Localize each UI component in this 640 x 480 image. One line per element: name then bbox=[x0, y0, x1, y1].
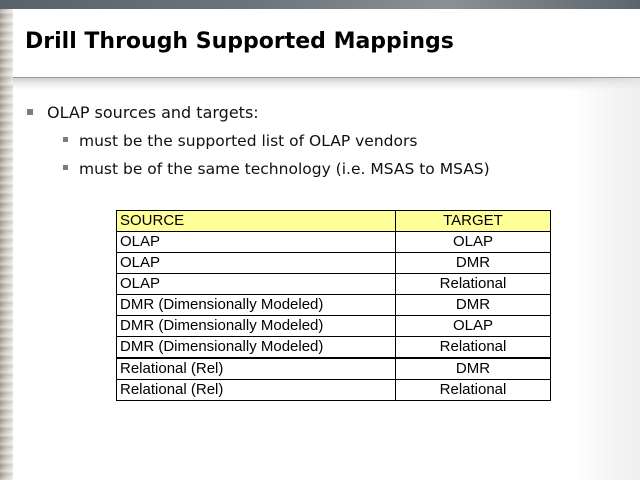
table-row bbox=[117, 358, 551, 380]
cell-source: DMR (Dimensionally Modeled) bbox=[117, 316, 396, 337]
cell-target: Relational bbox=[396, 380, 551, 401]
bullet-main bbox=[27, 103, 259, 122]
bullet-main-text: OLAP sources and targets: bbox=[47, 103, 259, 122]
table-header-row bbox=[117, 211, 551, 232]
bullet-sub-2 bbox=[63, 160, 490, 178]
table-row bbox=[117, 337, 551, 359]
slide-title: Drill Through Supported Mappings bbox=[25, 29, 454, 54]
cell-source: Relational (Rel) bbox=[117, 380, 396, 401]
bullet-square-icon bbox=[27, 109, 33, 115]
bullet-sub-1-text: must be the supported list of OLAP vendors bbox=[79, 132, 418, 150]
cell-target: Relational bbox=[396, 274, 551, 295]
table-row bbox=[117, 316, 551, 337]
table-row bbox=[117, 253, 551, 274]
bullet-square-icon bbox=[63, 137, 68, 142]
cell-source: Relational (Rel) bbox=[117, 358, 396, 380]
cell-target: DMR bbox=[396, 358, 551, 380]
table-row bbox=[117, 232, 551, 253]
cell-source: OLAP bbox=[117, 232, 396, 253]
table-row bbox=[117, 295, 551, 316]
header-source: SOURCE bbox=[117, 211, 396, 232]
bullet-square-icon bbox=[63, 165, 68, 170]
cell-target: OLAP bbox=[396, 232, 551, 253]
mapping-table bbox=[116, 210, 551, 401]
title-shadow bbox=[13, 78, 640, 90]
right-gradient bbox=[570, 78, 640, 480]
title-bar bbox=[13, 9, 640, 78]
cell-target: Relational bbox=[396, 337, 551, 359]
header-target: TARGET bbox=[396, 211, 551, 232]
cell-source: OLAP bbox=[117, 274, 396, 295]
table-row bbox=[117, 380, 551, 401]
top-decorative-band bbox=[0, 0, 640, 9]
left-decorative-edge bbox=[0, 9, 13, 480]
cell-target: DMR bbox=[396, 253, 551, 274]
table-row bbox=[117, 274, 551, 295]
bullet-sub-2-text: must be of the same technology (i.e. MSAS to MSAS) bbox=[79, 160, 490, 178]
cell-target: DMR bbox=[396, 295, 551, 316]
cell-source: OLAP bbox=[117, 253, 396, 274]
cell-target: OLAP bbox=[396, 316, 551, 337]
bullet-sub-1 bbox=[63, 132, 417, 150]
cell-source: DMR (Dimensionally Modeled) bbox=[117, 295, 396, 316]
cell-source: DMR (Dimensionally Modeled) bbox=[117, 337, 396, 359]
